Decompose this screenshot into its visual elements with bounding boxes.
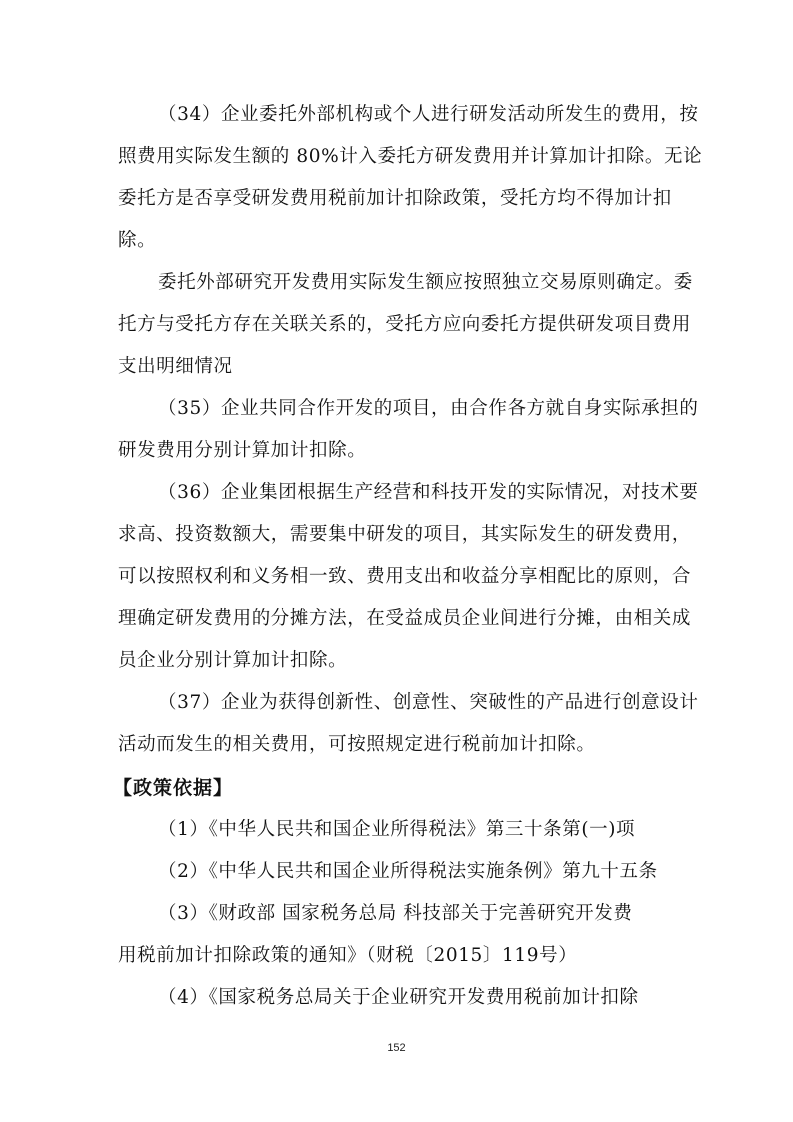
policy-reference-line: （1）《中华人民共和国企业所得税法》第三十条第(一)项 (158, 819, 636, 840)
paragraph-line: 员企业分别计算加计扣除。 (118, 650, 348, 671)
policy-reference-line: （3）《财政部 国家税务总局 科技部关于完善研究开发费 (158, 903, 633, 924)
paragraph-line: 委托外部研究开发费用实际发生额应按照独立交易原则确定。委 (158, 272, 693, 293)
paragraph-line: 研发费用分别计算加计扣除。 (118, 440, 367, 461)
paragraph-line: （34）企业委托外部机构或个人进行研发活动所发生的费用，按 (158, 104, 699, 125)
paragraph-line: 委托方是否享受研发费用税前加计扣除政策，受托方均不得加计扣 (118, 188, 672, 209)
paragraph-line: （37）企业为获得创新性、创意性、突破性的产品进行创意设计 (158, 692, 699, 713)
paragraph-line: 理确定研发费用的分摊方法，在受益成员企业间进行分摊，由相关成 (118, 608, 692, 629)
page-number: 152 (387, 1042, 406, 1054)
paragraph-line: 活动而发生的相关费用，可按照规定进行税前加计扣除。 (118, 734, 596, 755)
paragraph-line: 求高、投资数额大，需要集中研发的项目，其实际发生的研发费用， (118, 524, 692, 545)
policy-reference-line: 用税前加计扣除政策的通知》（财税〔2015〕119号） (118, 945, 578, 966)
paragraph-line: （35）企业共同合作开发的项目，由合作各方就自身实际承担的 (158, 398, 699, 419)
paragraph-line: 支出明细情况 (118, 356, 233, 377)
paragraph-line: 照费用实际发生额的 80%计入委托方研发费用并计算加计扣除。无论 (118, 146, 703, 167)
policy-basis-heading: 【政策依据】 (113, 777, 234, 799)
paragraph-line: 除。 (118, 230, 157, 251)
policy-reference-line: （4）《国家税务总局关于企业研究开发费用税前加计扣除 (158, 987, 639, 1008)
paragraph-line: 可以按照权利和义务相一致、费用支出和收益分享相配比的原则，合 (118, 566, 692, 587)
paragraph-line: 托方与受托方存在关联关系的，受托方应向委托方提供研发项目费用 (118, 314, 692, 335)
policy-reference-line: （2）《中华人民共和国企业所得税法实施条例》第九十五条 (158, 861, 658, 882)
paragraph-line: （36）企业集团根据生产经营和科技开发的实际情况，对技术要 (158, 482, 699, 503)
